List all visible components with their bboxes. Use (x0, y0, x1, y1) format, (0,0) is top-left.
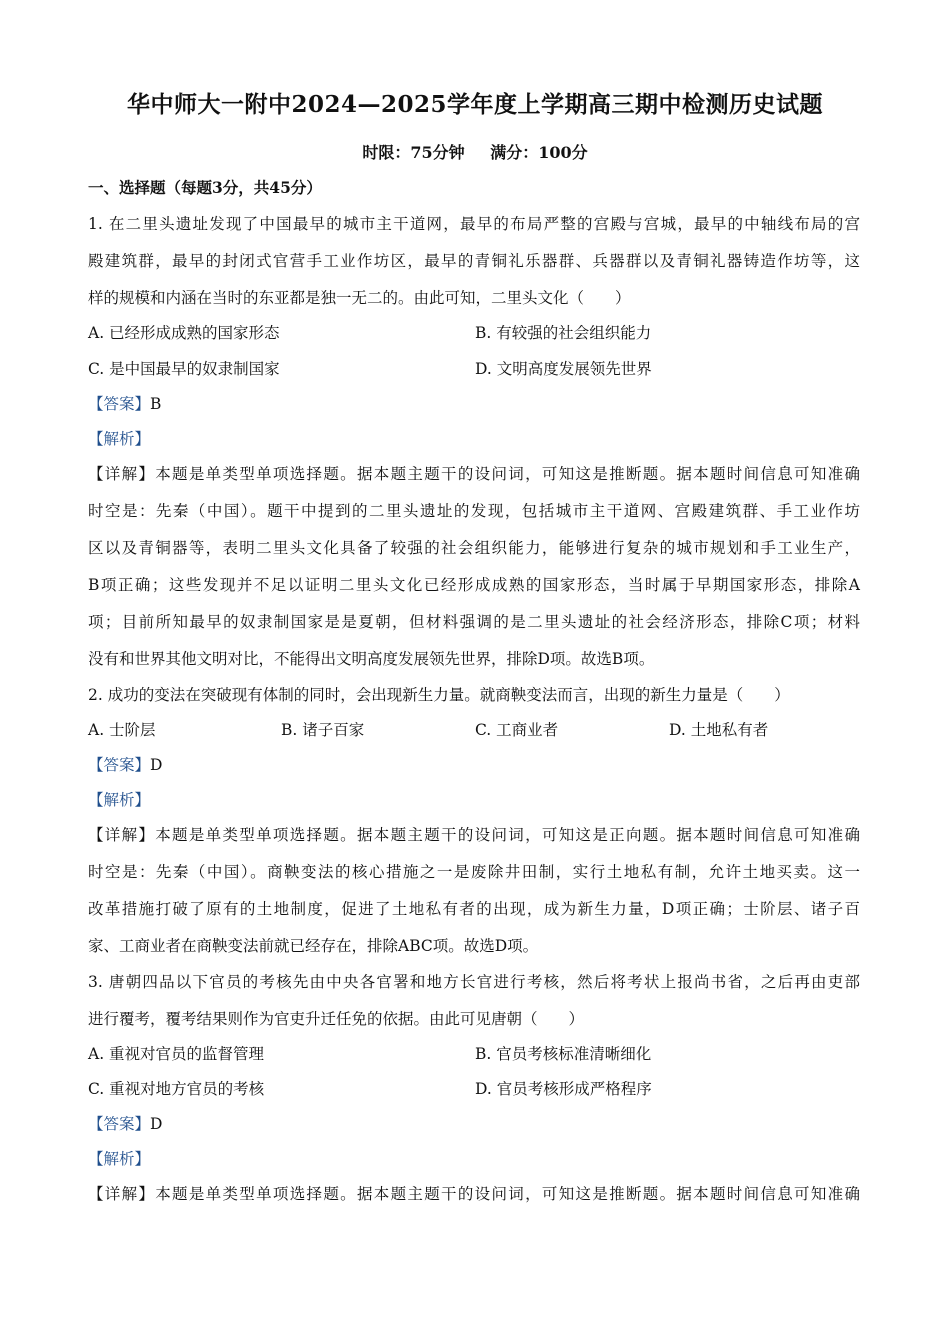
q1-option-c: C. 是中国最早的奴隶制国家 (88, 360, 280, 378)
time-limit: 时限：75分钟 (362, 143, 465, 162)
q3-option-a: A. 重视对官员的监督管理 (88, 1045, 265, 1063)
q3-detail-line: 【详解】本题是单类型单项选择题。据本题主题干的设问词，可知这是推断题。据本题时间信息可知准确 (88, 1185, 860, 1203)
q1-stem-line: 殿建筑群，最早的封闭式官营手工业作坊区，最早的青铜礼乐器群、兵器群以及青铜礼器铸造作坊等，这 (88, 252, 860, 270)
analysis-tag: 【解析】 (88, 791, 151, 809)
detail-tag: 【详解】 (88, 826, 156, 844)
detail-tag: 【详解】 (88, 1185, 156, 1203)
q1-stem-line: 1. 在二里头遗址发现了中国最早的城市主干道网，最早的布局严整的宫殿与宫城，最早的中轴线布局的宫 (88, 215, 860, 233)
q1-option-d: D. 文明高度发展领先世界 (475, 360, 652, 378)
q2-option-d: D. 土地私有者 (669, 721, 769, 739)
q3-option-d: D. 官员考核形成严格程序 (475, 1080, 652, 1098)
q3-answer (88, 1112, 860, 1134)
q2-option-a: A. 士阶层 (88, 721, 156, 739)
page-title: 华中师大一附中2024—2025学年度上学期高三期中检测历史试题 (126, 91, 824, 118)
q1-option-a: A. 已经形成成熟的国家形态 (88, 324, 280, 342)
q1-detail-line: 时空是：先秦（中国）。题干中提到的二里头遗址的发现，包括城市主干道网、宫殿建筑群、手工业作坊 (88, 502, 860, 520)
q1-detail-line: 项；目前所知最早的奴隶制国家是是夏朝，但材料强调的是二里头遗址的社会经济形态，排除C项；材料 (88, 613, 860, 631)
analysis-tag: 【解析】 (88, 1150, 151, 1168)
full-score: 满分：100分 (490, 143, 588, 162)
q3-option-c: C. 重视对地方官员的考核 (88, 1080, 265, 1098)
q1-detail-line: 区以及青铜器等，表明二里头文化具备了较强的社会组织能力，能够进行复杂的城市规划和手工业生产， (88, 539, 860, 557)
q2-option-b: B. 诸子百家 (281, 721, 365, 739)
q1-answer (88, 392, 860, 414)
q2-detail-line: 家、工商业者在商鞅变法前就已经存在，排除ABC项。故选D项。 (88, 937, 539, 955)
answer-value: D (150, 1115, 163, 1133)
q2-option-c: C. 工商业者 (475, 721, 559, 739)
q1-option-b: B. 有较强的社会组织能力 (475, 324, 652, 342)
q1-detail-line: 【详解】本题是单类型单项选择题。据本题主题干的设问词，可知这是推断题。据本题时间信息可知准确 (88, 465, 860, 483)
section-heading: 一、选择题（每题3分，共45分） (88, 178, 322, 197)
q3-stem-line: 3. 唐朝四品以下官员的考核先由中央各官署和地方长官进行考核，然后将考状上报尚书省，之后再由吏部 (88, 973, 860, 991)
q2-detail-line: 【详解】本题是单类型单项选择题。据本题主题干的设问词，可知这是正向题。据本题时间信息可知准确 (88, 826, 860, 844)
q2-stem-line: 2. 成功的变法在突破现有体制的同时，会出现新生力量。就商鞅变法而言，出现的新生力量是（ ） (88, 686, 790, 704)
detail-tag: 【详解】 (88, 465, 156, 483)
answer-tag: 【答案】 (88, 395, 151, 413)
q2-detail-line: 改革措施打破了原有的土地制度，促进了土地私有者的出现，成为新生力量，D项正确；士阶层、诸子百 (88, 900, 860, 918)
q1-detail-line: B项正确；这些发现并不足以证明二里头文化已经形成成熟的国家形态，当时属于早期国家形态，排除A (88, 576, 860, 594)
q3-stem-line: 进行覆考，覆考结果则作为官吏升迁任免的依据。由此可见唐朝（ ） (88, 1010, 585, 1028)
analysis-tag: 【解析】 (88, 430, 151, 448)
q3-option-b: B. 官员考核标准清晰细化 (475, 1045, 652, 1063)
q1-stem-line: 样的规模和内涵在当时的东亚都是独一无二的。由此可知，二里头文化（ ） (88, 289, 631, 307)
q2-detail-line: 时空是：先秦（中国）。商鞅变法的核心措施之一是废除井田制，实行土地私有制，允许土地买卖。这一 (88, 863, 860, 881)
answer-value: D (150, 756, 163, 774)
exam-info (0, 140, 950, 163)
answer-value: B (150, 395, 162, 413)
q1-detail-line: 没有和世界其他文明对比，不能得出文明高度发展领先世界，排除D项。故选B项。 (88, 650, 655, 668)
answer-tag: 【答案】 (88, 756, 151, 774)
answer-tag: 【答案】 (88, 1115, 151, 1133)
q2-answer (88, 753, 860, 775)
